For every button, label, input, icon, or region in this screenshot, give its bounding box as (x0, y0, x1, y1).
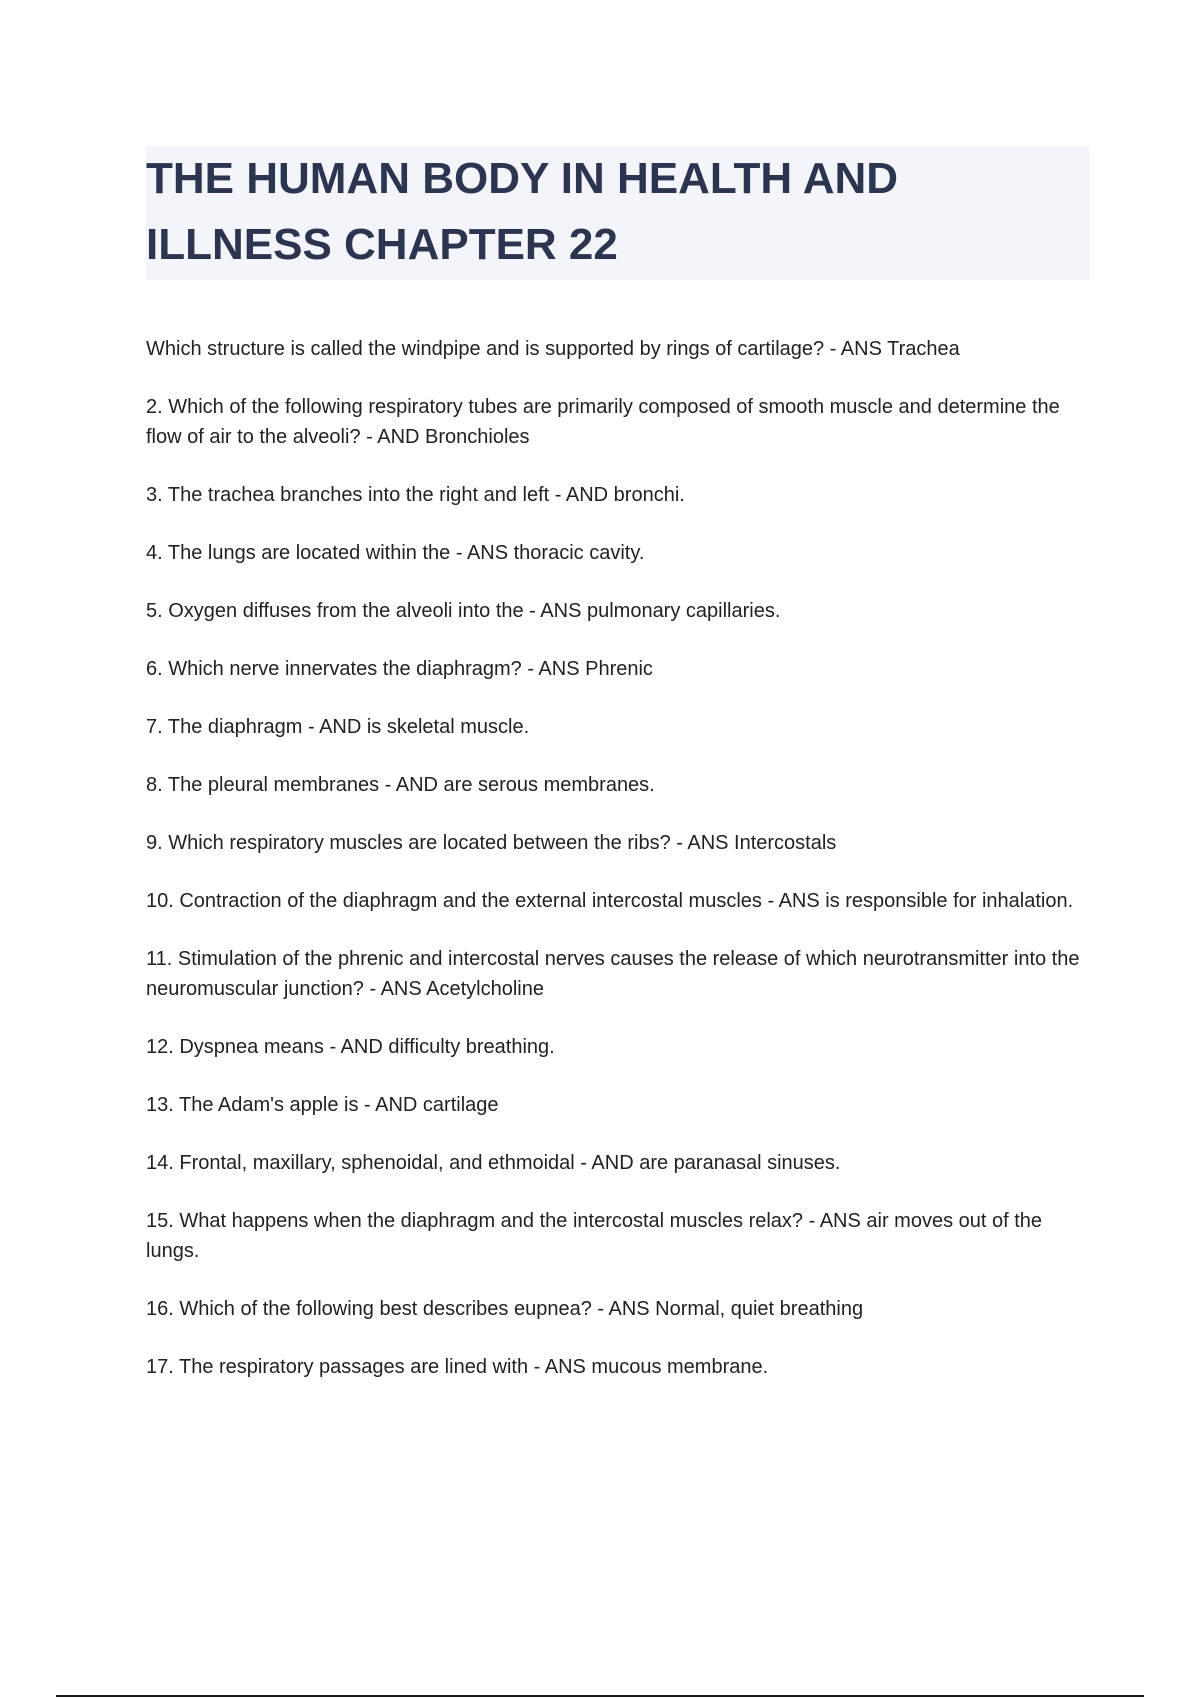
qa-item-7: 7. The diaphragm - AND is skeletal muscle. (146, 716, 530, 738)
qa-item-2: 2. Which of the following respiratory tubes are primarily composed of smooth muscle and determine the flow of air to the alveoli? - AND Bronchioles (146, 396, 1060, 448)
qa-item-8: 8. The pleural membranes - AND are serous membranes. (146, 774, 655, 796)
qa-item-5: 5. Oxygen diffuses from the alveoli into the - ANS pulmonary capillaries. (146, 600, 781, 622)
qa-item-3: 3. The trachea branches into the right and left - AND bronchi. (146, 484, 685, 506)
qa-item-1: Which structure is called the windpipe and is supported by rings of cartilage? - ANS Trachea (146, 338, 960, 360)
qa-item-9: 9. Which respiratory muscles are located between the ribs? - ANS Intercostals (146, 832, 837, 854)
qa-item-11: 11. Stimulation of the phrenic and intercostal nerves causes the release of which neurotransmitter into the neuromuscular junction? - ANS Acetylcholine (146, 948, 1080, 1000)
qa-item-16: 16. Which of the following best describes eupnea? - ANS Normal, quiet breathing (146, 1298, 864, 1320)
footer-divider (56, 1695, 1144, 1697)
title-banner (146, 146, 1090, 280)
qa-item-10: 10. Contraction of the diaphragm and the external intercostal muscles - ANS is responsible for inhalation. (146, 890, 1074, 912)
qa-item-14: 14. Frontal, maxillary, sphenoidal, and ethmoidal - AND are paranasal sinuses. (146, 1152, 841, 1174)
question-answer-list (146, 334, 1090, 1410)
qa-item-17: 17. The respiratory passages are lined with - ANS mucous membrane. (146, 1356, 769, 1378)
page-title: THE HUMAN BODY IN HEALTH AND ILLNESS CHAPTER 22 (146, 154, 899, 269)
qa-item-4: 4. The lungs are located within the - ANS thoracic cavity. (146, 542, 645, 564)
qa-item-13: 13. The Adam's apple is - AND cartilage (146, 1094, 499, 1116)
qa-item-12: 12. Dyspnea means - AND difficulty breathing. (146, 1036, 555, 1058)
qa-item-6: 6. Which nerve innervates the diaphragm? - ANS Phrenic (146, 658, 653, 680)
qa-item-15: 15. What happens when the diaphragm and the intercostal muscles relax? - ANS air moves out of the lungs. (146, 1210, 1043, 1262)
